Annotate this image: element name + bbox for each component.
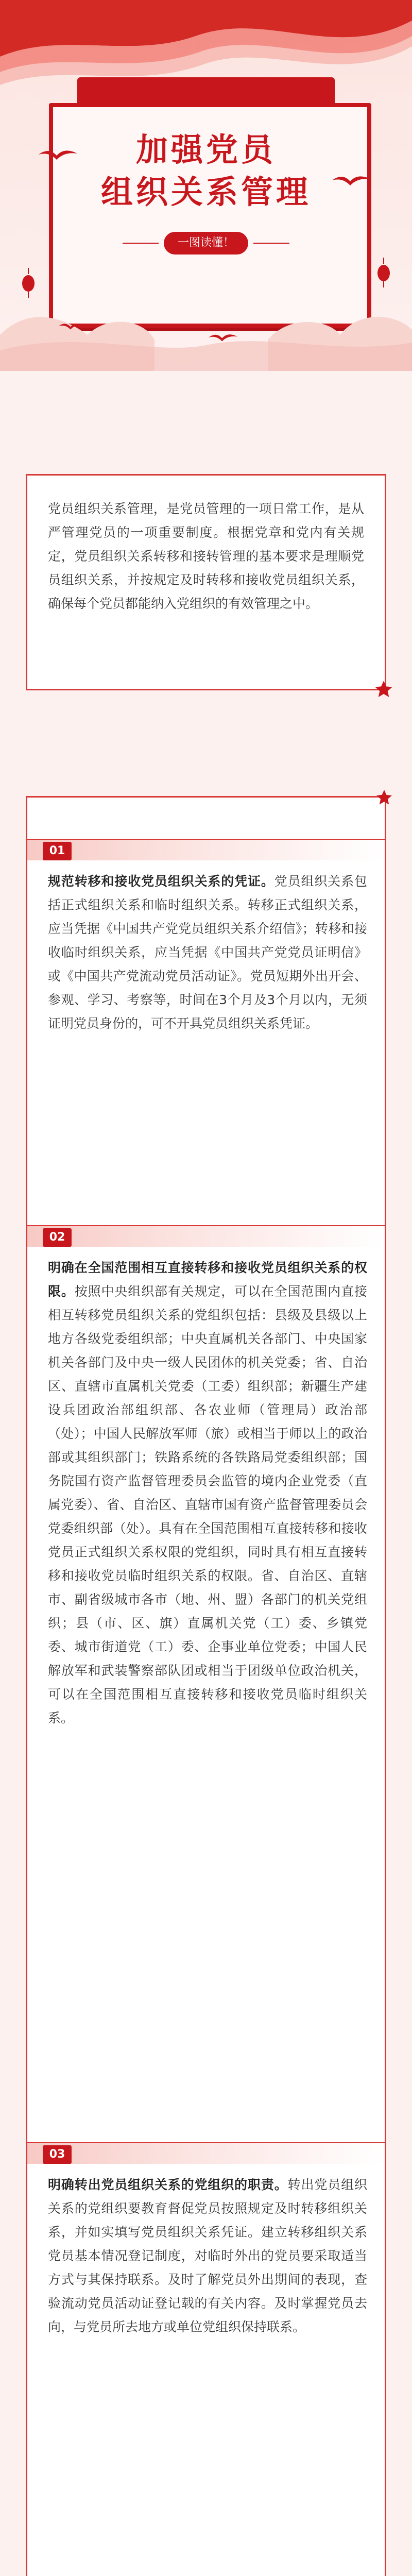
title-line-2: 组织关系管理 (100, 173, 311, 211)
section-body: 转出党员组织关系的党组织要教育督促党员按照规定及时转移组织关系，并如实填写党员组织关系凭证。建立转移组织关系党员基本情况登记制度，对临时外出的党员要采取适当方式与其保持联系。及时了解党员外出期间的表现，查验流动党员活动证登记载的有关内容。及时掌握党员去向，与党员所去地方或单位党组织保持联系。 (48, 2177, 367, 2334)
section-text (48, 870, 367, 1036)
bird-icon (206, 330, 242, 345)
intro-box (26, 474, 386, 690)
section-header-bar (27, 1225, 385, 1247)
lantern-icon (376, 258, 391, 289)
bird-icon (330, 170, 376, 191)
content-box (26, 796, 386, 2576)
section-text (48, 2173, 367, 2339)
section-number-badge: 01 (43, 842, 72, 860)
bird-icon (57, 319, 88, 333)
section-header-bar (27, 2142, 385, 2164)
title-line-1: 加强党员 (135, 131, 276, 168)
star-icon (375, 788, 393, 807)
lantern-icon (21, 268, 36, 299)
cloud-decoration (0, 216, 412, 371)
bird-icon (36, 144, 82, 165)
section-body: 党员组织关系包括正式组织关系和临时组织关系。转移正式组织关系，应当凭据《中国共产党党员组织关系介绍信》；转移和接收临时组织关系，应当凭据《中国共产党党员证明信》或《中国共产党流动党员活动证》。党员短期外出开会、参观、学习、考察等，时间在3个月及3个月以内，无须证明党员身份的，可不开具党员组织关系凭证。 (48, 874, 367, 1031)
section-lead: 明确在全国范围相互直接转移和接收党员组织关系的权限。 (48, 1260, 367, 1299)
subtitle-tag: 一图读懂！ (164, 232, 248, 255)
section-lead: 明确转出党员组织关系的党组织的职责。 (48, 2177, 288, 2192)
section-number-badge: 03 (43, 2145, 72, 2164)
section-lead: 规范转移和接收党员组织关系的凭证。 (48, 874, 274, 889)
intro-text: 党员组织关系管理，是党员管理的一项日常工作，是从严管理党员的一项重要制度。根据党章和党内有关规定，党员组织关系转移和接转管理的基本要求是理顺党员组织关系，并按规定及时转移和接收党员组织关系，确保每个党员都能纳入党组织的有效管理之中。 (48, 501, 364, 611)
section-header-bar (27, 839, 385, 860)
section-number-badge: 02 (43, 1228, 72, 1247)
section-text (48, 1256, 367, 1730)
section-body: 按照中央组织部有关规定，可以在全国范围内直接相互转移党员组织关系的党组织包括：县级及县级以上地方各级党委组织部；中央直属机关各部门、中央国家机关各部门及中央一级人民团体的机关党委；省、自治区、直辖市直属机关党委（工委）组织部；新疆生产建设兵团政治部组织部、各农业师（管理局）政治部（处）；中国人民解放军师（旅）或相当于师以上的政治部或其组织部门；铁路系统的各铁路局党委组织部；国务院国有资产监督管理委员会监管的境内企业党委（直属党委）、省、自治区、直辖市国有资产监督管理委员会党委组织部（处）。具有在全国范围相互直接转移和接收党员正式组织关系权限的党组织，同时具有相互直接转移和接收党员临时组织关系的权限。省、自治区、直辖市、副省级城市各市（地、州、盟）各部门的机关党组织；县（市、区、旗）直属机关党（工）委、乡镇党委、城市街道党（工）委、企事业单位党委；中国人民解放军和武装警察部队团或相当于团级单位政治机关，可以在全国范围相互直接转移和接收党员临时组织关系。 (48, 1284, 367, 1725)
star-icon (373, 679, 394, 700)
header-banner (0, 0, 412, 371)
